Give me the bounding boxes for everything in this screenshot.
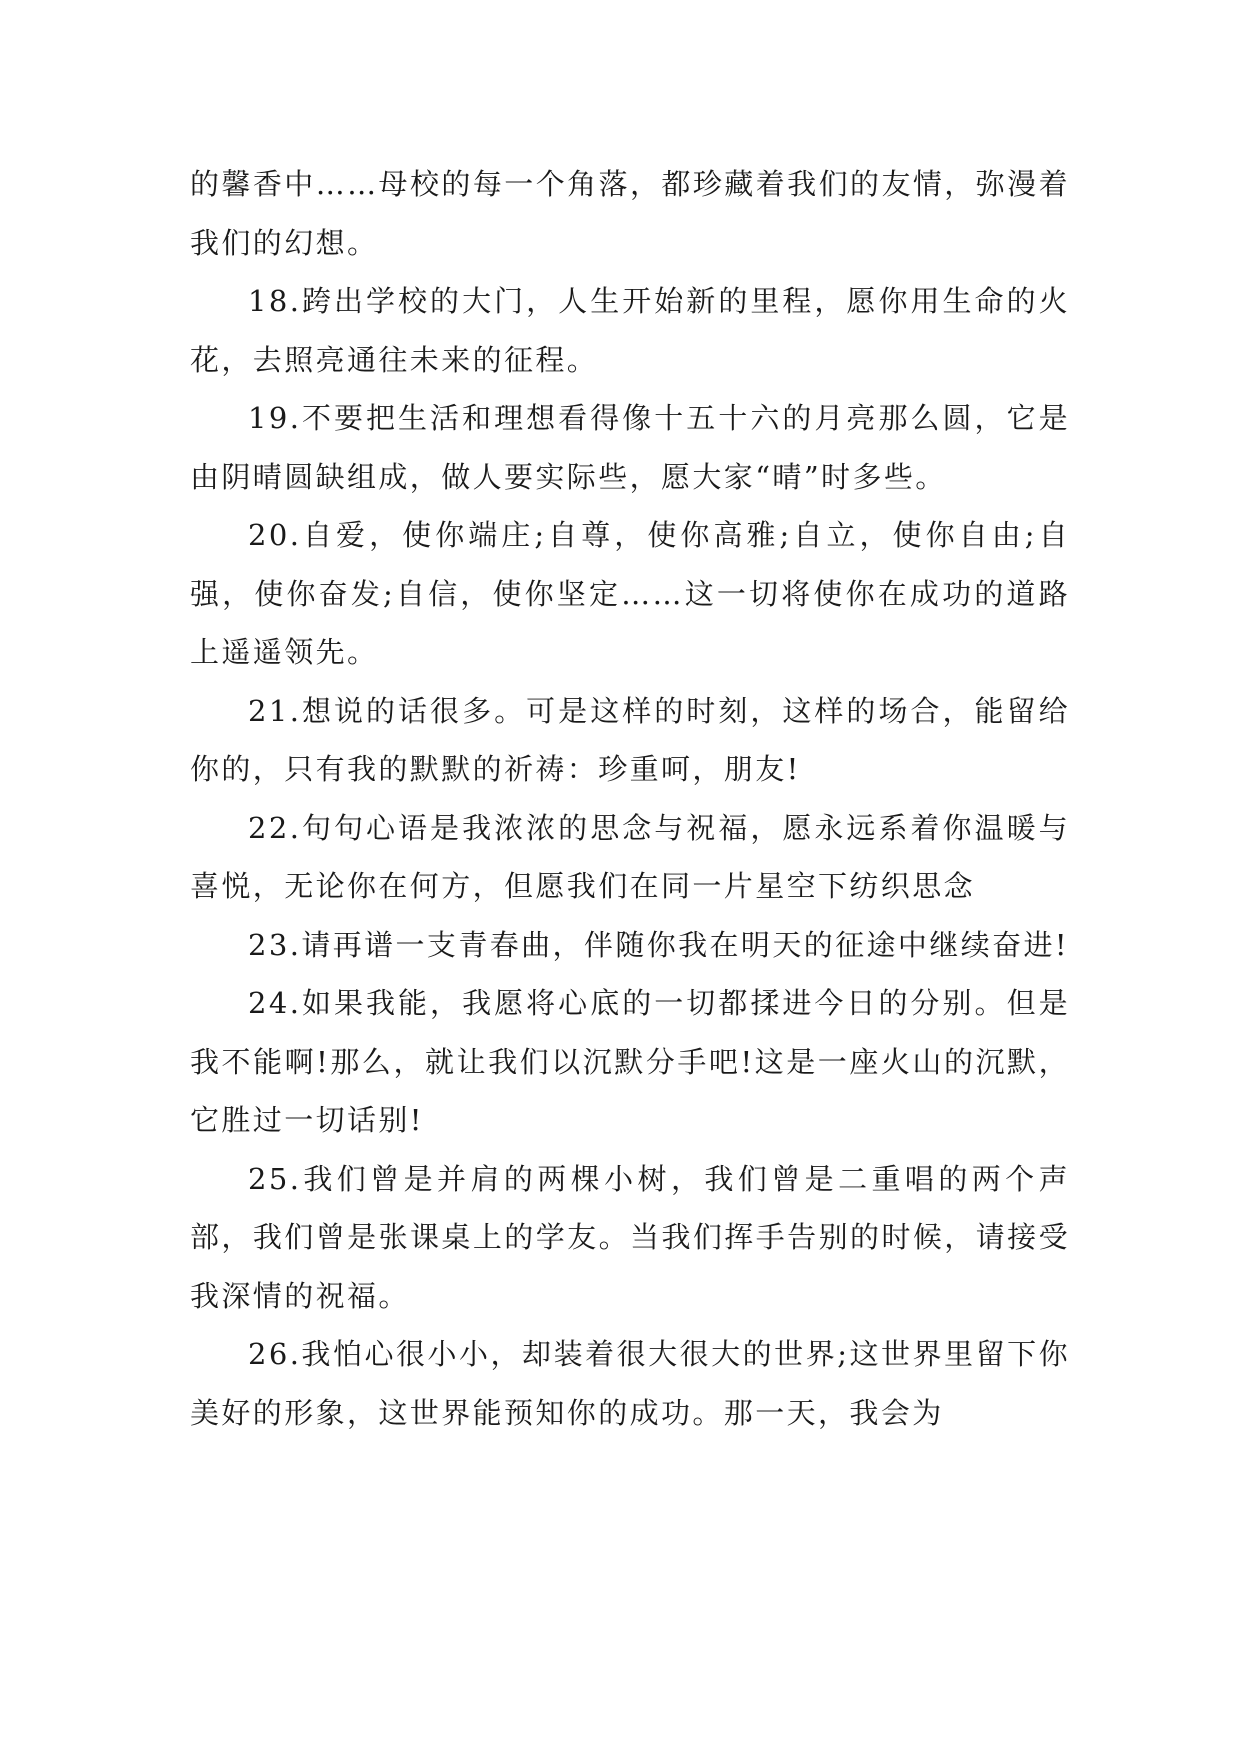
document-body [190,155,1070,1442]
paragraph-item-20: 20.自爱，使你端庄;自尊，使你高雅;自立，使你自由;自强，使你奋发;自信，使你坚定……这一切将使你在成功的道路上遥遥领先。 [190,518,1070,669]
paragraph-continuation: 的馨香中……母校的每一个角落，都珍藏着我们的友情，弥漫着我们的幻想。 [190,167,1070,260]
paragraph-item-21: 21.想说的话很多。可是这样的时刻，这样的场合，能留给你的，只有我的默默的祈祷：珍重呵，朋友! [190,693,1070,786]
paragraph-item-25: 25.我们曾是并肩的两棵小树，我们曾是二重唱的两个声部，我们曾是张课桌上的学友。当我们挥手告别的时候，请接受我深情的祝福。 [190,1161,1070,1313]
paragraph-item-19: 19.不要把生活和理想看得像十五十六的月亮那么圆，它是由阴晴圆缺组成，做人要实际些，愿大家“晴”时多些。 [190,401,1070,494]
paragraph-item-23: 23.请再谱一支青春曲，伴随你我在明天的征途中继续奋进! [248,927,1069,962]
paragraph-item-18: 18.跨出学校的大门，人生开始新的里程，愿你用生命的火花，去照亮通往未来的征程。 [190,284,1070,377]
paragraph-item-24: 24.如果我能，我愿将心底的一切都揉进今日的分别。但是我不能啊!那么，就让我们以沉默分手吧!这是一座火山的沉默，它胜过一切话别! [190,986,1070,1137]
paragraph-item-22: 22.句句心语是我浓浓的思念与祝福，愿永远系着你温暖与喜悦，无论你在何方，但愿我们在同一片星空下纺织思念 [190,810,1070,903]
paragraph-item-26: 26.我怕心很小小，却装着很大很大的世界;这世界里留下你美好的形象，这世界能预知你的成功。那一天，我会为 [190,1337,1070,1430]
